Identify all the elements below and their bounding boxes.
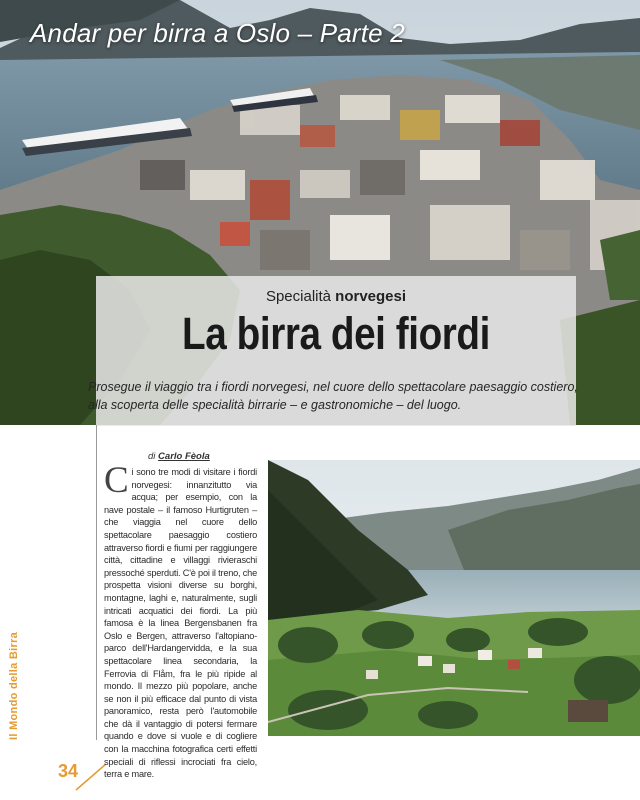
fjord-landscape-image bbox=[268, 460, 640, 736]
fjord-photo bbox=[268, 460, 640, 736]
byline-prefix: di bbox=[148, 451, 159, 462]
dropcap: C bbox=[104, 460, 129, 501]
article-title: La birra dei fiordi bbox=[182, 308, 490, 359]
kicker-bold: norvegesi bbox=[335, 288, 407, 305]
series-title: Andar per birra a Oslo – Parte 2 bbox=[30, 18, 405, 48]
page-slash-decoration bbox=[72, 762, 108, 792]
body-paragraph: i sono tre modi di visitare i fiordi norvegesi: innanzitutto via acqua; per esempio, con la nave postale – il famoso Hurtigruten – che viaggia nel cuore dello spettacolare paesaggio costiero attraverso fiordi e fiumi per raggiungere città, cittadine e villaggi rivieraschi pressoché sperduti. C'è poi il treno, che prospetta visioni diverse su borghi, montagne, laghi e, naturalmente, sugli intricati acquatici dei fiordi. La più famosa è la linea Bergensbanen fra Oslo e Bergen, attraverso l'altopiano-parco dell'Hardangervidda, e la sua spettacolare linea secondaria, la Ferrovia di Flåm, fra le più ripide al mondo. Il mezzo più popolare, anche se non il più efficace dal punto di vista panoramico, resta però l'automobile che dà il vantaggio di potersi fermare quando e dove si vuole e di cogliere con la macchina fotografica certi effetti speciali di riflessi incrociati fra cielo, terra e mare. bbox=[104, 467, 257, 780]
kicker-regular: Specialità bbox=[265, 288, 336, 305]
page-number: 34 bbox=[58, 761, 79, 781]
byline bbox=[148, 451, 210, 462]
body-text bbox=[104, 460, 257, 781]
magazine-name: Il Mondo della Birra bbox=[8, 631, 20, 740]
sidebar-rule bbox=[96, 425, 97, 740]
author-name: Carlo Fèola bbox=[158, 451, 210, 462]
standfirst: Prosegue il viaggio tra i fiordi norvegesi, nel cuore dello spettacolare paesaggio costiero, alla scoperta delle specialità birrarie – e gastronomiche – del luogo. bbox=[88, 380, 578, 412]
kicker bbox=[96, 288, 576, 305]
